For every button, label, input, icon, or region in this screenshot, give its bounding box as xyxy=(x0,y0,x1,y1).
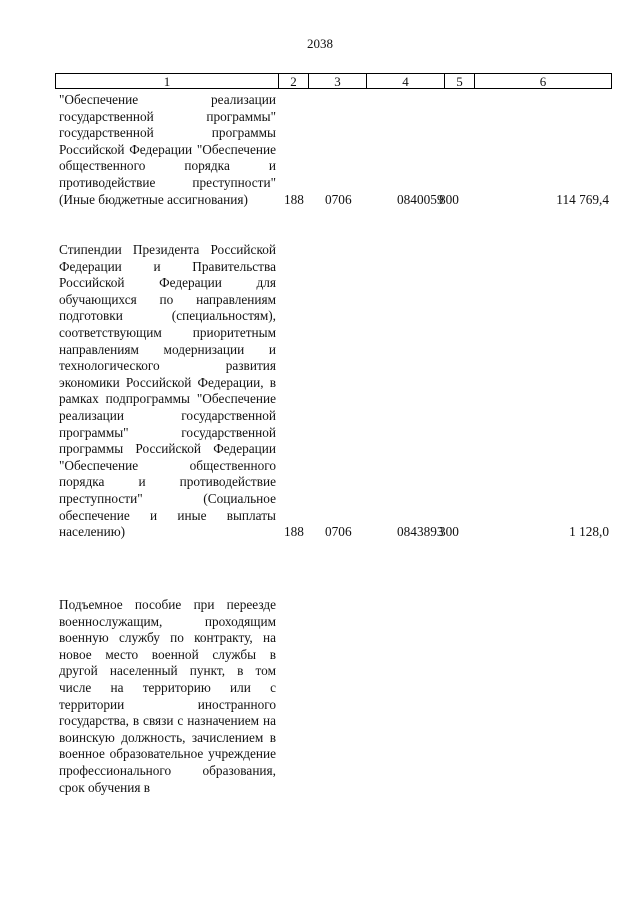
target-code: 0843893 xyxy=(397,524,444,540)
table-row xyxy=(59,92,612,208)
section-code: 0706 xyxy=(325,524,352,540)
row-values xyxy=(59,524,612,541)
row-values xyxy=(59,191,612,208)
header-col-6: 6 xyxy=(474,74,611,88)
row-description: Подъемное пособие при переезде военнослужащим, проходящим военную службу по контракту, на новое место военной службы в другой населенный пункт, в том числе на территорию или с территории иностранного государства, в связи с назначением на воинскую должность, зачислением в военное образовательное учреждение профессионального образования, срок обучения в xyxy=(59,597,276,795)
table-row xyxy=(59,597,612,796)
expense-type-code: 300 xyxy=(439,524,459,540)
header-col-3: 3 xyxy=(308,74,366,88)
table-row xyxy=(59,242,612,541)
header-col-4: 4 xyxy=(366,74,444,88)
amount: 114 769,4 xyxy=(556,191,609,207)
table-header xyxy=(55,73,612,89)
amount: 1 128,0 xyxy=(569,524,609,540)
page-number: 2038 xyxy=(307,36,333,51)
header-col-2: 2 xyxy=(278,74,308,88)
expense-type-code: 800 xyxy=(439,191,459,207)
row-description: Стипендии Президента Российской Федерации и Правительства Российской Федерации для обучающихся по направлениям подготовки (специальностям), соответствующим приоритетным направлениям модернизации и технологического развития экономики Российской Федерации, в рамках подпрограммы "Обеспечение реализации государственной программы" государственной программы Российской Федерации "Обеспечение общественного порядка и противодействие преступности" (Социальное обеспечение и иные выплаты населению) xyxy=(59,242,276,540)
header-col-1: 1 xyxy=(163,74,171,89)
target-code: 0840059 xyxy=(397,191,444,207)
header-col-5: 5 xyxy=(444,74,474,88)
admin-code: 188 xyxy=(284,191,304,207)
row-description: "Обеспечение реализации государственной программы" государственной программы Российской Федерации "Обеспечение общественного порядка и противодействие преступности" (Иные бюджетные ассигнования) xyxy=(59,92,276,207)
section-code: 0706 xyxy=(325,191,352,207)
admin-code: 188 xyxy=(284,524,304,540)
